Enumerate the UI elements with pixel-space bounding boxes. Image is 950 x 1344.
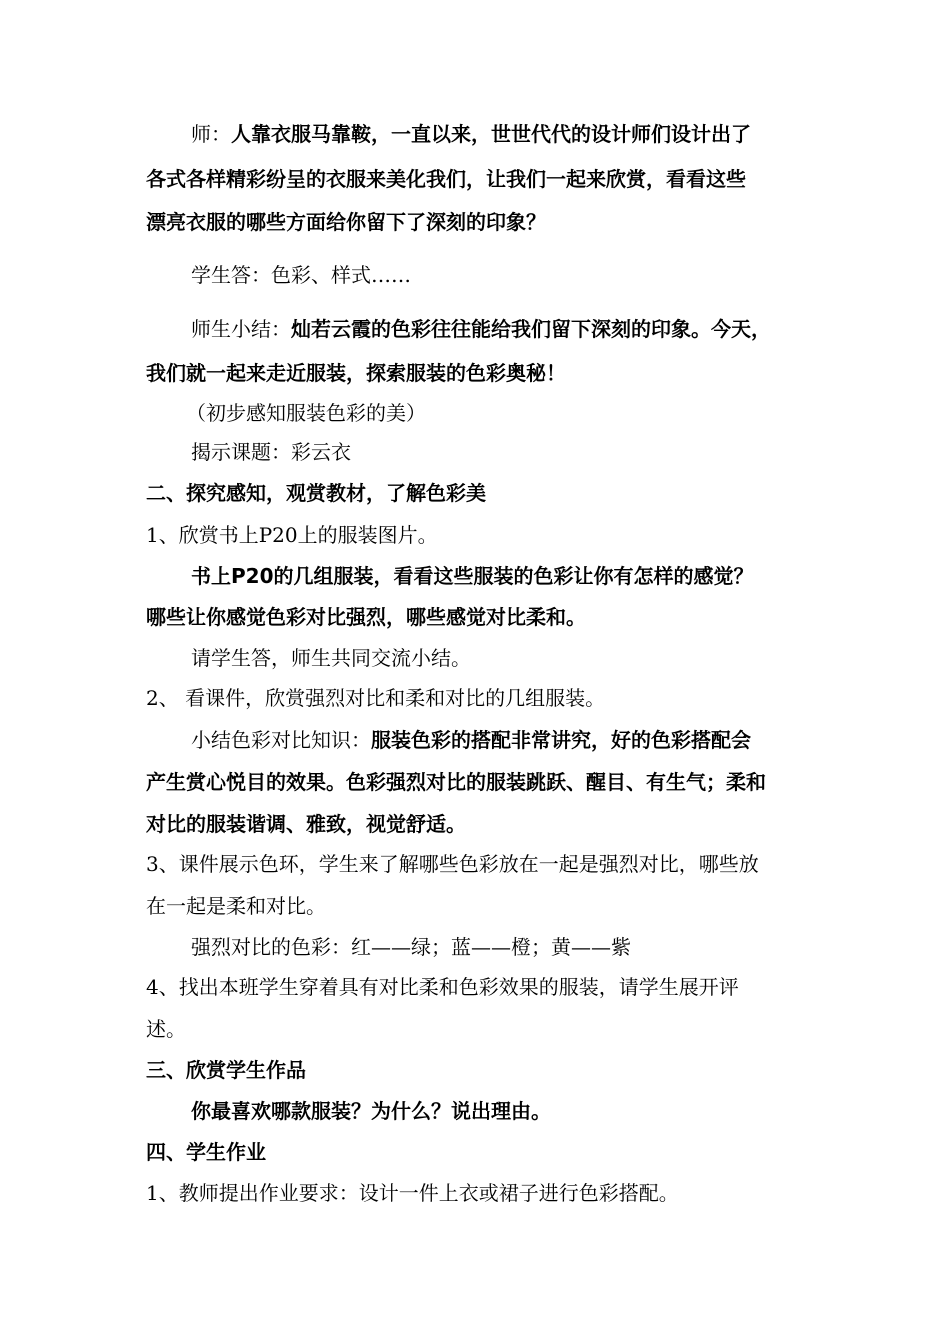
contrast-summary-text: 服装色彩的搭配非常讲究，好的色彩搭配会: [371, 728, 751, 752]
step-4-line-2: 述。: [146, 1017, 186, 1041]
perception-note: （初步感知服装色彩的美）: [186, 401, 426, 425]
step-1: 1、欣赏书上P20上的服装图片。: [146, 523, 438, 547]
step-1-question-line-1: 书上P20的几组服装，看看这些服装的色彩让你有怎样的感觉？: [191, 564, 754, 588]
favorite-question: 你最喜欢哪款服装？为什么？说出理由。: [191, 1099, 551, 1123]
step-3-line-1: 3、课件展示色环，学生来了解哪些色彩放在一起是强烈对比，哪些放: [146, 852, 759, 876]
contrast-summary-line-3: 对比的服装谐调、雅致，视觉舒适。: [146, 812, 466, 836]
speaker-label: 师：: [191, 122, 231, 146]
strong-contrast-colors: 强烈对比的色彩：红——绿；蓝——橙；黄——紫: [191, 935, 631, 959]
step-2: 2、 看课件，欣赏强烈对比和柔和对比的几组服装。: [146, 686, 606, 710]
section-heading-3: 三、欣赏学生作品: [146, 1058, 306, 1082]
student-answer: 学生答：色彩、样式……: [191, 263, 411, 287]
contrast-summary-line-2: 产生赏心悦目的效果。色彩强烈对比的服装跳跃、醒目、有生气；柔和: [146, 770, 766, 794]
step-1-question-line-2: 哪些让你感觉色彩对比强烈，哪些感觉对比柔和。: [146, 605, 586, 629]
teacher-intro-line-1: [191, 119, 751, 149]
contrast-summary-line-1: [191, 725, 751, 755]
summary-text: 灿若云霞的色彩往往能给我们留下深刻的印象。今天，: [291, 317, 771, 341]
summary-line-2: 我们就一起来走近服装，探索服装的色彩奥秘！: [146, 361, 566, 385]
step-1-discussion: 请学生答，师生共同交流小结。: [191, 646, 471, 670]
summary-line-1: [191, 314, 771, 344]
teacher-intro-line-3: 漂亮衣服的哪些方面给你留下了深刻的印象？: [146, 210, 546, 234]
summary-label: 师生小结：: [191, 317, 291, 341]
teacher-intro-text: 人靠衣服马靠鞍，一直以来，世世代代的设计师们设计出了: [231, 122, 751, 146]
step-3-line-2: 在一起是柔和对比。: [146, 894, 326, 918]
step-4-line-1: 4、找出本班学生穿着具有对比柔和色彩效果的服装，请学生展开评: [146, 975, 739, 999]
section-heading-4: 四、学生作业: [146, 1140, 266, 1164]
teacher-intro-line-2: 各式各样精彩纷呈的衣服来美化我们，让我们一起来欣赏，看看这些: [146, 167, 746, 191]
homework-step-1: 1、教师提出作业要求：设计一件上衣或裙子进行色彩搭配。: [146, 1181, 679, 1205]
lesson-topic: 揭示课题：彩云衣: [191, 440, 351, 464]
contrast-summary-label: 小结色彩对比知识：: [191, 728, 371, 752]
section-heading-2: 二、探究感知，观赏教材，了解色彩美: [146, 481, 486, 505]
